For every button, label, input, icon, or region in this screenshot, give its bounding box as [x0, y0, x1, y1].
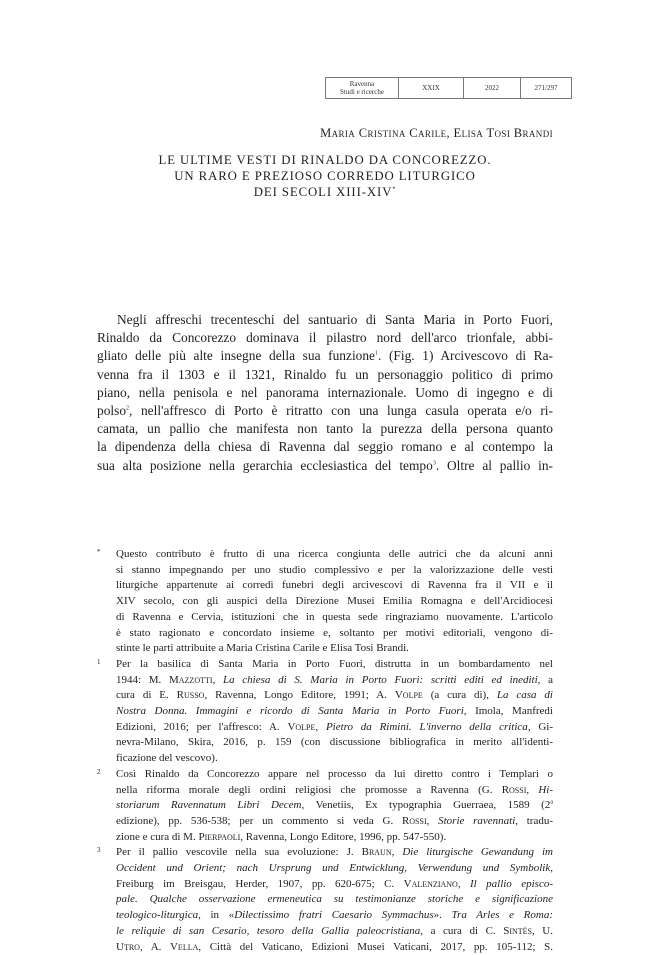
footnote-line: Freiburg im Breisgau, Herder, 1907, pp. 620-675; C. Valenziano, Il pallio episco-	[116, 877, 553, 890]
title-line-3-text: DEI SECOLI XIII-XIV	[253, 185, 393, 199]
footnote-line: liturgiche appartenute ai corredi funebri degli arcivescovi di Ravenna fra il VII e il	[116, 579, 553, 592]
footnote-line: teologico-liturgica, in «Dilectissimo fratri Caesario Symmachus». Tra Arles e Roma:	[116, 909, 553, 922]
footnote-line: Questo contributo è frutto di una ricerca congiunta delle autrici che da alcuni anni	[116, 548, 553, 560]
footnote-line: zione e cura di M. Pierpaoli, Ravenna, Longo Editore, 1996, pp. 547-550).	[116, 830, 447, 843]
footnote-1	[97, 657, 553, 767]
journal-name-line2: Studi e ricerche	[340, 88, 384, 96]
footnote-2	[97, 767, 553, 846]
footnote-line: 1944: M. Mazzotti, La chiesa di S. Maria in Porto Fuori: scritti editi ed inediti, a	[116, 673, 553, 686]
footnote-line: Occident und Orient; nach Ursprung und Entwicklung, Verwendung und Symbolik,	[116, 862, 553, 875]
body-line: la dipendenza della chiesa di Ravenna dal seggio romano e al contempo la	[97, 439, 553, 455]
footnote-3	[97, 845, 553, 955]
footnote-line: Edizioni, 2016; per l'affresco: A. Volpe, Pietro da Rimini. L'inverno della critica, Gi-	[116, 720, 553, 733]
body-line: sua alta posizione nella gerarchia ecclesiastica del tempo$^3$. Oltre al pallio in-	[97, 457, 553, 473]
footnote-line: Per la basilica di Santa Maria in Porto Fuori, distrutta in un bombardamento nel	[116, 657, 553, 670]
journal-name-cell	[326, 78, 399, 99]
footnote-line: ficazione del vescovo).	[116, 752, 218, 765]
footnote-mark: 1	[97, 657, 101, 666]
footnote-line: Utro, A. Vella, Città del Vaticano, Edizioni Musei Vaticani, 2017, pp. 105-112; S.	[116, 940, 553, 953]
footnote-ref-3[interactable]: 3	[432, 460, 436, 467]
footnote-line: le reliquie di san Cesario, tesoro della Gallia paleocristiana, a cura di C. Sintès, U.	[116, 924, 553, 937]
footnote-mark: 3	[97, 846, 101, 855]
footnote-line: Così Rinaldo da Concorezzo appare nel processo da lui diretto contro i Templari o	[116, 767, 553, 780]
title-line-3	[100, 184, 550, 200]
footnote-line: Per il pallio vescovile nella sua evoluzione: J. Braun, Die liturgische Gewandung im	[116, 846, 553, 859]
footnote-line: è stato ragionato e concordato insieme e, soltanto per motivi editoriali, vengono di-	[116, 626, 553, 639]
footnote-line: pale. Qualche osservazione ermeneutica su testimonianze storiche e significazione	[116, 893, 553, 906]
footnote-line: si stanno impegnando per uno studio complessivo e per la valorizzazione delle vesti	[116, 563, 553, 576]
article-title	[100, 152, 550, 200]
body-line: camata, un pallio che manifesta non tanto la purezza della persona quanto	[97, 421, 553, 437]
footnote-line: edizione), pp. 536-538; per un commento si veda G. Rossi, Storie ravennati, tradu-	[116, 814, 553, 827]
footnote-line: Nostra Donna. Immagini e ricordo di Santa Maria in Porto Fuori, Imola, Manfredi	[116, 705, 553, 718]
pages-cell: 271/297	[521, 78, 572, 99]
footnote-line: cura di E. Russo, Ravenna, Longo Editore, 1991; A. Volpe (a cura di), La casa di	[116, 689, 553, 702]
footnote-ref-2[interactable]: 2	[126, 405, 130, 412]
footnote-line: nevra-Milano, Skira, 2016, p. 159 (con discussione bibliografica in merito all'identi-	[116, 736, 553, 749]
body-line: polso$^2$, nell'affresco di Porto è ritratto con una lunga casula operata e/o ri-	[97, 403, 553, 419]
footnote-line: stinte le parti attribuite a Maria Cristina Carile e Elisa Tosi Brandi.	[116, 642, 409, 655]
volume-cell: XXIX	[399, 78, 464, 99]
footnote-mark: *	[97, 548, 101, 556]
footnote-line: storiarum Ravennatum Libri Decem, Venetiis, Ex typographia Guerraea, 1589 (2$^a$	[116, 799, 553, 812]
footnote-star	[97, 547, 553, 657]
article-authors: Maria Cristina Carile, Elisa Tosi Brandi	[320, 126, 553, 140]
footnotes	[97, 547, 553, 955]
journal-name-line1: Ravenna	[349, 80, 375, 88]
footnote-ref-1[interactable]: 1	[375, 350, 378, 357]
year-cell: 2022	[464, 78, 521, 99]
journal-info-table	[325, 77, 572, 99]
footnote-line: di Ravenna e Cervia, istituzioni che in questa sede ringraziamo nuovamente. L'articolo	[116, 610, 553, 623]
body-line: venna fra il 1303 e il 1321, Rinaldo fu un personaggio politico di primo	[97, 366, 553, 382]
body-paragraph	[97, 311, 553, 475]
body-line: Rinaldo da Concorezzo dominava il pilastro nord dell'arco trionfale, abbi-	[97, 330, 553, 346]
footnote-line: XIV secolo, con gli auspici della Direzione Musei Emilia Romagna e dell'Arcidiocesi	[116, 595, 553, 608]
footnote-mark: 2	[97, 767, 101, 776]
title-footnote-mark: *	[392, 186, 397, 193]
title-line-1: LE ULTIME VESTI DI RINALDO DA CONCOREZZO.	[158, 153, 492, 167]
body-line: Negli affreschi trecenteschi del santuario di Santa Maria in Porto Fuori,	[117, 312, 553, 327]
body-line: gliato delle più alte insegne della sua funzione$^1$. (Fig. 1) Arcivescovo di Ra-	[97, 348, 553, 364]
title-line-2: UN RARO E PREZIOSO CORREDO LITURGICO	[174, 169, 476, 183]
footnote-line: nella riforma morale degli ordini religiosi che promosse a Ravenna (G. Rossi, Hi-	[116, 783, 553, 796]
body-line: piano, nella penisola e nel panorama internazionale. Uomo di ingegno e di	[97, 384, 553, 400]
